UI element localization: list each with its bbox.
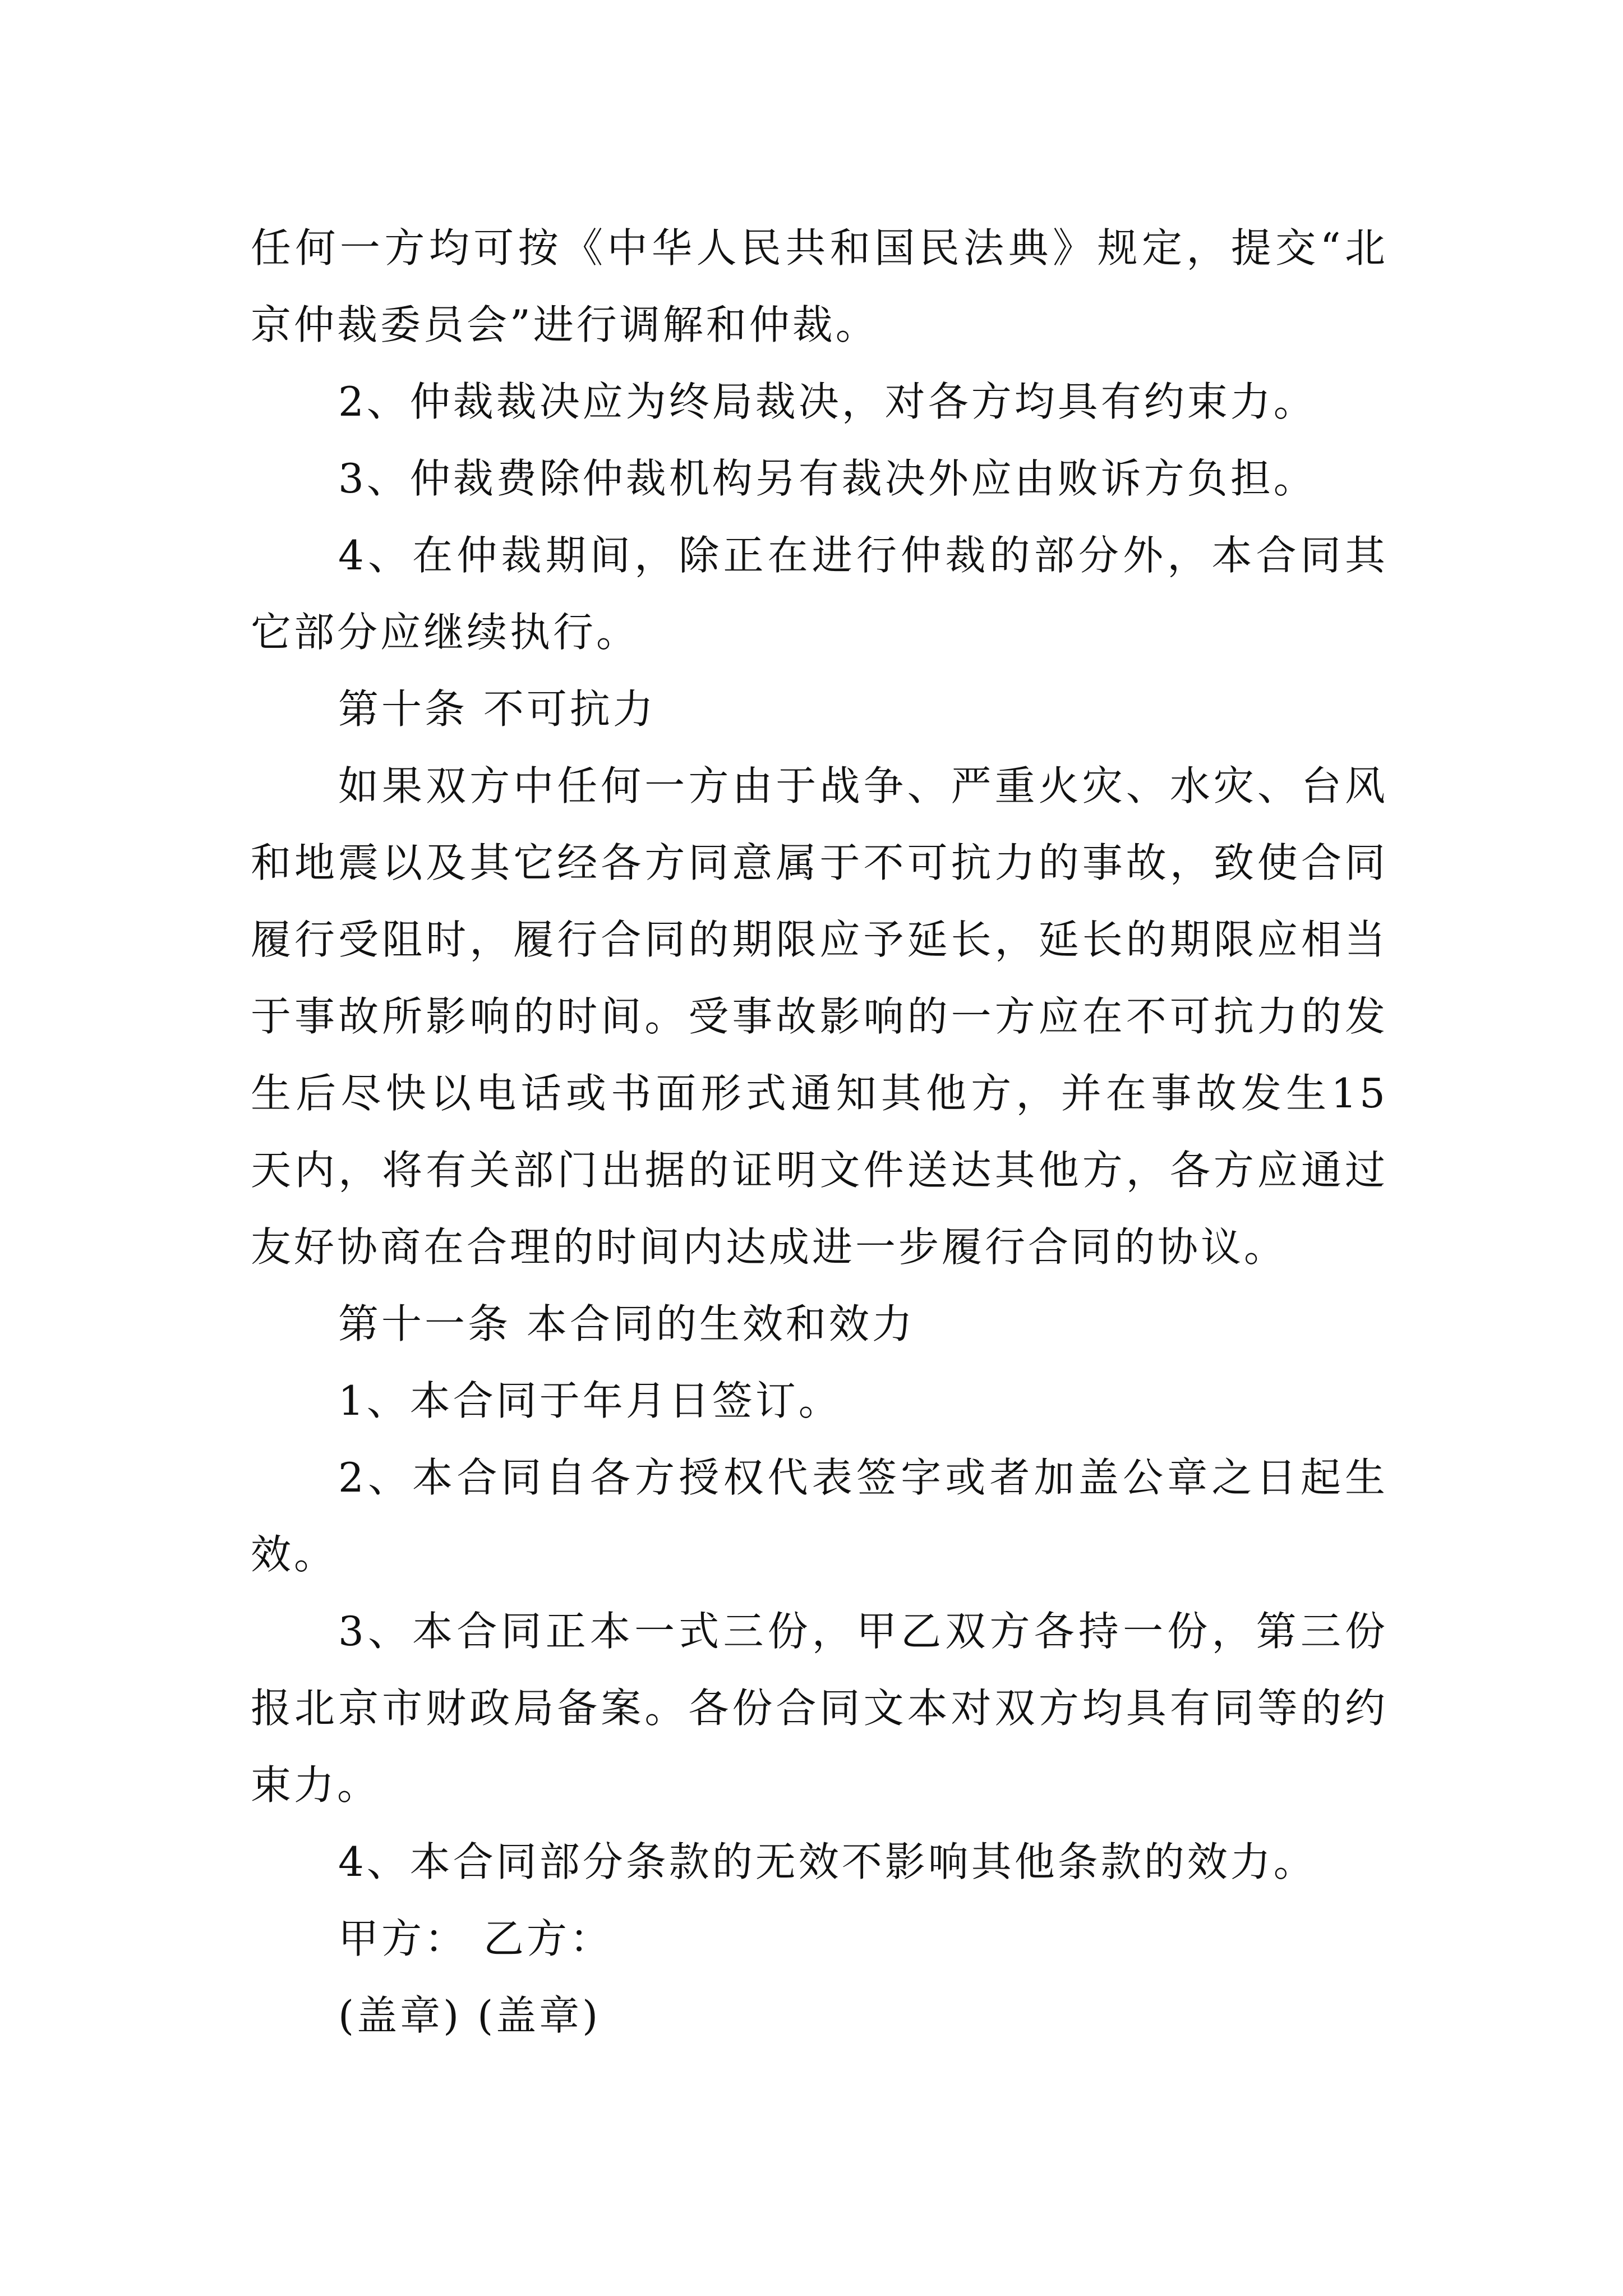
text-line: 天内，将有关部门出据的证明文件送达其他方，各方应通过	[251, 1147, 1388, 1194]
text-line: 任何一方均可按《中华人民共和国民法典》规定，提交“北	[251, 224, 1388, 272]
clause-item	[251, 1439, 1388, 1593]
text-line: 3、仲裁费除仲裁机构另有裁决外应由败诉方负担。	[338, 455, 1317, 502]
document-body	[251, 210, 1388, 2054]
text-line: 和地震以及其它经各方同意属于不可抗力的事故，致使合同	[251, 839, 1388, 886]
seal-placeholders	[251, 1977, 1388, 2054]
text-line: 束力。	[251, 1761, 381, 1809]
text-line: 4、本合同部分条款的无效不影响其他条款的效力。	[338, 1838, 1317, 1885]
section-heading	[251, 1286, 1388, 1363]
text-line: 甲方： 乙方：	[338, 1915, 613, 1962]
text-line: 履行受阻时，履行合同的期限应予延长，延长的期限应相当	[251, 916, 1388, 963]
text-line: 效。	[251, 1531, 338, 1578]
clause-item	[251, 517, 1388, 671]
text-line: 第十一条 本合同的生效和效力	[338, 1300, 915, 1347]
text-line: 如果双方中任何一方由于战争、严重火灾、水灾、台风	[338, 762, 1388, 809]
text-line: 京仲裁委员会”进行调解和仲裁。	[251, 301, 879, 348]
text-line: 于事故所影响的时间。受事故影响的一方应在不可抗力的发	[251, 993, 1388, 1040]
text-line: 1、本合同于年月日签订。	[338, 1377, 842, 1424]
text-line: 报北京市财政局备案。各份合同文本对双方均具有同等的约	[251, 1685, 1388, 1732]
text-line: 2、本合同自各方授权代表签字或者加盖公章之日起生	[338, 1454, 1388, 1501]
text-line: 它部分应继续执行。	[251, 609, 640, 656]
text-line: 3、本合同正本一式三份，甲乙双方各持一份，第三份	[338, 1608, 1388, 1655]
text-line: (盖章) (盖章)	[338, 1992, 601, 2039]
text-line: 4、在仲裁期间，除正在进行仲裁的部分外，本合同其	[338, 532, 1388, 579]
clause-item	[251, 364, 1388, 440]
text-line: 2、仲裁裁决应为终局裁决，对各方均具有约束力。	[338, 378, 1317, 425]
text-line: 第十条 不可抗力	[338, 685, 656, 733]
text-line: 生后尽快以电话或书面形式通知其他方，并在事故发生15	[251, 1070, 1388, 1117]
paragraph-arbitration-continued	[251, 210, 1388, 364]
clause-item	[251, 440, 1388, 517]
paragraph-force-majeure	[251, 748, 1388, 1286]
text-line: 友好协商在合理的时间内达成进一步履行合同的协议。	[251, 1223, 1288, 1271]
clause-item	[251, 1363, 1388, 1439]
section-heading	[251, 671, 1388, 748]
signature-parties	[251, 1901, 1388, 1977]
clause-item	[251, 1593, 1388, 1824]
clause-item	[251, 1824, 1388, 1901]
